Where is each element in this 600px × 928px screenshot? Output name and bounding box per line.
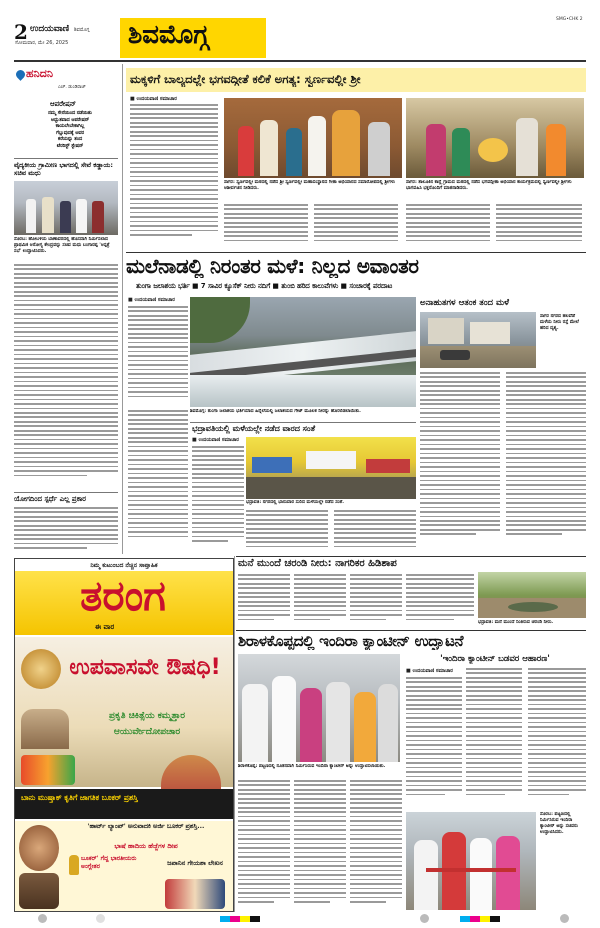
person-image — [21, 709, 69, 749]
page-header — [0, 0, 600, 62]
column-rule — [234, 556, 235, 912]
market-headline: ಭದ್ರಾವತಿಯಲ್ಲಿ ಮಳೆಯಲ್ಲೇ ನಡೆದ ವಾರದ ಸಂತೆ — [192, 424, 316, 433]
ad-brand: ತರಂಗ — [80, 571, 166, 620]
edition-name: ಶಿವಮೊಗ್ಗ — [74, 27, 90, 33]
registration-mark — [96, 914, 105, 923]
top-story — [126, 64, 586, 250]
canteen-headline: ಶಿರಾಳಕೊಪ್ಪದಲ್ಲಿ ಇಂದಿರಾ ಕ್ಯಾಂಟೀನ್ ಉದ್ಘಾಟನೆ — [238, 632, 464, 650]
poem-line: ಕಾಯಲೇಬೇಕಾಗಿಲ್ಲ — [55, 124, 85, 130]
story-body — [130, 104, 218, 244]
dateline: ■ ಉದಯವಾಣಿ ಸಮಾಚಾರ — [192, 437, 239, 443]
dateline: ■ ಉದಯವಾಣಿ ಸಮಾಚಾರ — [128, 297, 175, 303]
drop-icon — [14, 68, 27, 81]
story-body — [224, 204, 308, 248]
date-line: ಸೋಮವಾರ, ಮೇ 26, 2025 — [15, 40, 69, 46]
swami-photo-1 — [224, 98, 402, 178]
ad-cover-title: ಉಪವಾಸವೇ ಔಷಧಿ! — [69, 655, 221, 680]
poem-line: ಟೆರರಿಸ್ಟ್ ಸ್ಟೇಷನ್ — [56, 143, 84, 149]
author-photo — [19, 825, 59, 871]
bowl-image — [21, 649, 61, 689]
poem-line: ಕರೆಯನ್ನು ತಂದ — [57, 137, 83, 143]
drain-water-photo — [478, 572, 586, 618]
header-rule — [14, 60, 586, 62]
poem-line: ನಮ್ಮ ಸೇನೆಯಿಂದ ನಡೆಯಿತು — [48, 111, 92, 116]
juice-image — [21, 755, 75, 785]
lead-story-headline: ಮಲೆನಾಡಲ್ಲಿ ನಿರಂತರ ಮಳೆ: ನಿಲ್ಲದ ಅವಾಂತರ — [126, 254, 419, 278]
paper-name: ಉದಯವಾಣಿ — [30, 24, 70, 34]
rain-photo — [420, 312, 536, 368]
geisha-image — [165, 879, 225, 909]
ad-brand-sub: ಈ ವಾರ — [95, 623, 115, 631]
ad-banner: ಬಾನು ಮುಷ್ತಾಕ್ ಕೃತಿಗೆ ಜಾಗತಿಕ ಬೂಕರ್ ಪ್ರಶಸ್ತಿ — [21, 793, 138, 802]
story-body — [14, 264, 118, 488]
story-body — [406, 204, 490, 248]
story-body — [294, 574, 346, 624]
dateline: ■ ಉದಯವಾಣಿ ಸಮಾಚಾರ — [406, 668, 453, 674]
registration-mark — [38, 914, 47, 923]
story-body — [314, 204, 398, 248]
section-rule — [126, 252, 586, 253]
story-body — [528, 668, 586, 808]
author-photo — [19, 873, 59, 909]
photo-caption: ಭದ್ರಾವತಿ: ಮನೆ ಮುಂದೆ ನಿಂತಿರುವ ಚರಂಡಿ ನೀರು. — [478, 620, 554, 625]
photo-caption: ಶಿವಮೊಗ್ಗ: ತುಂಗಾ ಜಲಾಶಯ ಭರ್ತಿಯಾದ ಹಿನ್ನೆಲೆಯಲ್ಲಿ ಜಲಾಶಯದ ಗೇಟ್ ಮೂಲಕ ನೀರನ್ನು ಹೊರಬಿಡಲಾಯಿತು. — [190, 409, 361, 414]
swami-photo-2 — [406, 98, 584, 178]
side-caption: ಸಾಗರ ನಗರದ ಹಲವೆಡೆ ಮಳೆಯ ನೀರು ರಸ್ತೆ ಮೇಲೆ ಹರಿದ ದೃಶ್ಯ. — [540, 314, 579, 331]
divider — [14, 158, 118, 159]
health-center-photo — [14, 181, 118, 235]
story-body — [192, 446, 244, 550]
divider — [14, 492, 118, 493]
story-body — [128, 410, 188, 550]
canteen-quote-head: 'ಇಂದಿರಾ ಕ್ಯಾಂಟೀನ್ ಬಡವರ ಆಹಾರಣ' — [440, 654, 550, 664]
page-number: 2 — [14, 20, 28, 44]
water-story-headline: ಮನೆ ಮುಂದೆ ಚರಂಡಿ ನೀರು: ನಾಗರಿಕರ ಹಿಡಿಶಾಪ — [238, 558, 397, 569]
story-body — [14, 507, 118, 552]
photo-caption: ಶಿರಾಳಕೊಪ್ಪ: ಪಟ್ಟಣದಲ್ಲಿ ನೂತನವಾಗಿ ನಿರ್ಮಿಸಿರುವ ಇಂದಿರಾ ಕ್ಯಾಂಟೀನ್ ಅನ್ನು ಉದ್ಘಾಟಿಸಲಾಯಿತು. — [238, 764, 386, 769]
color-bar — [220, 916, 260, 922]
story-body — [420, 372, 500, 552]
story-body — [496, 204, 582, 248]
ad-cover-sub2: ಆಯುರ್ವೇದೋಪಚಾರ — [113, 727, 181, 737]
ad-promo-4: ಜಪಾನಿನ ಗೇಯಶಾ ಲೇಖನ — [167, 859, 223, 867]
ad-cover-sub1: ಪ್ರಕೃತಿ ಚಿಕಿತ್ಸೆಯ ಕಮ್ಮತ್ತಾರ — [108, 711, 186, 721]
trophy-icon — [69, 855, 79, 875]
photo-caption: ಸೊರಬ: ಹೋಬಳಿಯ ಬಾಣಾವರದಲ್ಲಿ ಹೊಸದಾಗಿ ನಿರ್ಮಿಸಲಾದ ಪ್ರಾಥಮಿಕ ಆರೋಗ್ಯ ಕೇಂದ್ರವನ್ನು ಸಚಿವ ಮಧು ಬಂಗಾರಪ್ಪ 'ಆಸ್ಪತ್ರೆ ಸಭೆ' ಉದ್ಘಾಟಿಸಿದರು. — [14, 237, 110, 254]
divider — [190, 422, 416, 423]
taranga-ad — [14, 558, 234, 912]
story-body — [506, 372, 586, 552]
ad-promo-3: ಬೂಕರ್' ಗೆದ್ದ ಭಾರತೀಯರು ಅಂಗ್ಲೇತರ — [81, 855, 137, 870]
hani-dani-title: ಹನಿದನಿ — [26, 67, 53, 80]
lead-story-subhead: ತುಂಗಾ ಜಲಾಶಯ ಭರ್ತಿ ■ 7 ಸಾವಿರ ಕ್ಯೂಸೆಕ್ ನೀರು ನದಿಗೆ ■ ತುಂಬಿ ಹರಿದ ಕಾಲುವೆಗಳು ■ ಸಂಚಾರಕ್ಕೆ ಪರದಾಟ — [136, 282, 393, 290]
story-headline: ವೈದ್ಯಕೀಯ ಗ್ರಾಮೀಣ ಭಾಗದಲ್ಲಿ ಸೇವೆ ಕಡ್ಡಾಯ: ಸಚಿವ ಮಧು — [14, 161, 113, 177]
side-caption: ಸೊರಬ: ಪಟ್ಟಣದಲ್ಲಿ ನಿರ್ಮಿಸಿರುವ ಇಂದಿರಾ ಕ್ಯಾಂಟೀನ್ ಅನ್ನು ಸಚಿವರು ಉದ್ಘಾಟಿಸಿದರು. — [540, 812, 578, 835]
right-story-headline: ಅನಾಹುತಗಳ ಆತಂಕ ತಂದ ಮಳೆ — [420, 298, 510, 308]
poem-line: ಅದ್ಭುತವಾದ ಆಪರೇಷನ್ — [50, 117, 90, 123]
photo-caption: ಸಾಗರ: ಸ್ವರ್ಣವಲ್ಲೀ ಮಠದಲ್ಲಿ ನಡೆದ ಶ್ರೀ ಸ್ವರ್ಣವಲ್ಲೀ ಮಹಾಸಂಸ್ಥಾನದ ಗೀತಾ ಅಭಿಯಾನದ ಸಮಾರೋಪದಲ್ಲಿ ಶ್ರೀಗಳು ಆಶೀರ್ವಚನ ನೀಡಿದರು. — [224, 180, 395, 191]
section-rule — [236, 556, 586, 557]
poem-title: ಆಪರೇಷನ್ — [50, 100, 77, 108]
story-body — [238, 780, 290, 910]
ad-promo-2: ಭಾಷೆ ಹಾದಿಯ ಹೆಜ್ಜೆಗಳ ದೀಪ — [114, 842, 178, 850]
section-rule — [236, 630, 586, 631]
registration-mark — [420, 914, 429, 923]
top-story-headline: ಮಕ್ಕಳಿಗೆ ಬಾಲ್ಯದಲ್ಲೇ ಭಗವದ್ಗೀತೆ ಕಲಿಕೆ ಅಗತ್ಯ: ಸ್ವರ್ಣವಲ್ಲೀ ಶ್ರೀ — [130, 72, 361, 86]
column-rule — [122, 64, 123, 554]
poem-body — [24, 111, 116, 151]
canteen-photo-2 — [406, 812, 536, 910]
story-body — [128, 306, 188, 406]
ad-top-line: ನಿಮ್ಮ ಕುಟುಂಬದ ನೆಚ್ಚಿನ ಸಾಪ್ತಾಹಿಕ — [90, 562, 158, 569]
story-body — [294, 780, 346, 910]
photo-caption: ಸಾಗರ: ತಾಲೂಕಿನ ಕಾನ್ಲೆ ಗ್ರಾಮದ ಮಠದಲ್ಲಿ ನಡೆದ ಭಗವದ್ಗೀತಾ ಅಭಿಯಾನ ಕಾರ್ಯಕ್ರಮದಲ್ಲಿ ಸ್ವರ್ಣವಲ್ಲೀ ಶ್ರೀಗಳು ಭಾಗವಹಿಸಿ ಭಕ್ತರೊಂದಿಗೆ ಮಾತನಾಡಿದರು. — [406, 180, 572, 191]
dateline: ■ ಉದಯವಾಣಿ ಸಮಾಚಾರ — [130, 96, 177, 102]
story-body — [350, 574, 402, 624]
story-headline: ಯೋಗದಿಂದ ಸ್ಪರ್ಧೆ ಎಲ್ಲ ಪ್ರಕಾರ — [14, 495, 87, 503]
story-body — [238, 574, 290, 624]
ad-promo-1: 'ಹಾರ್ಟ್ ಲ್ಯಾಂಪ್' ಅನುವಾದಕಿ ಅರ್ಜಿ ಬೂಕರ್ ಪ್ರಶಸ್ತಿ... — [87, 823, 205, 830]
market-photo — [246, 437, 416, 499]
hani-dani-author: ಎಚ್. ಡುಂಡಿರಾಜ್ — [58, 85, 86, 90]
poem-line: ಗೆಲ್ಲುವುದಕ್ಕೆ ಅವರ — [55, 130, 85, 136]
story-body — [334, 510, 416, 552]
story-body — [246, 510, 328, 552]
story-body — [466, 668, 522, 808]
color-bar — [460, 916, 500, 922]
left-column — [14, 64, 120, 554]
story-body — [350, 780, 402, 910]
photo-caption: ಭದ್ರಾವತಿ: ನಗರದಲ್ಲಿ ಭಾನುವಾರ ಸುರಿದ ಮಳೆಯಲ್ಲೇ ನಡೆದ ಸಂತೆ. — [246, 500, 345, 505]
story-body — [406, 574, 474, 624]
page-code: SMG•CHK 2 — [556, 17, 583, 22]
canteen-photo-1 — [238, 654, 400, 762]
dam-photo — [190, 297, 416, 407]
story-body — [406, 677, 462, 807]
registration-mark — [560, 914, 569, 923]
city-title: ಶಿವಮೊಗ್ಗ — [128, 20, 209, 50]
